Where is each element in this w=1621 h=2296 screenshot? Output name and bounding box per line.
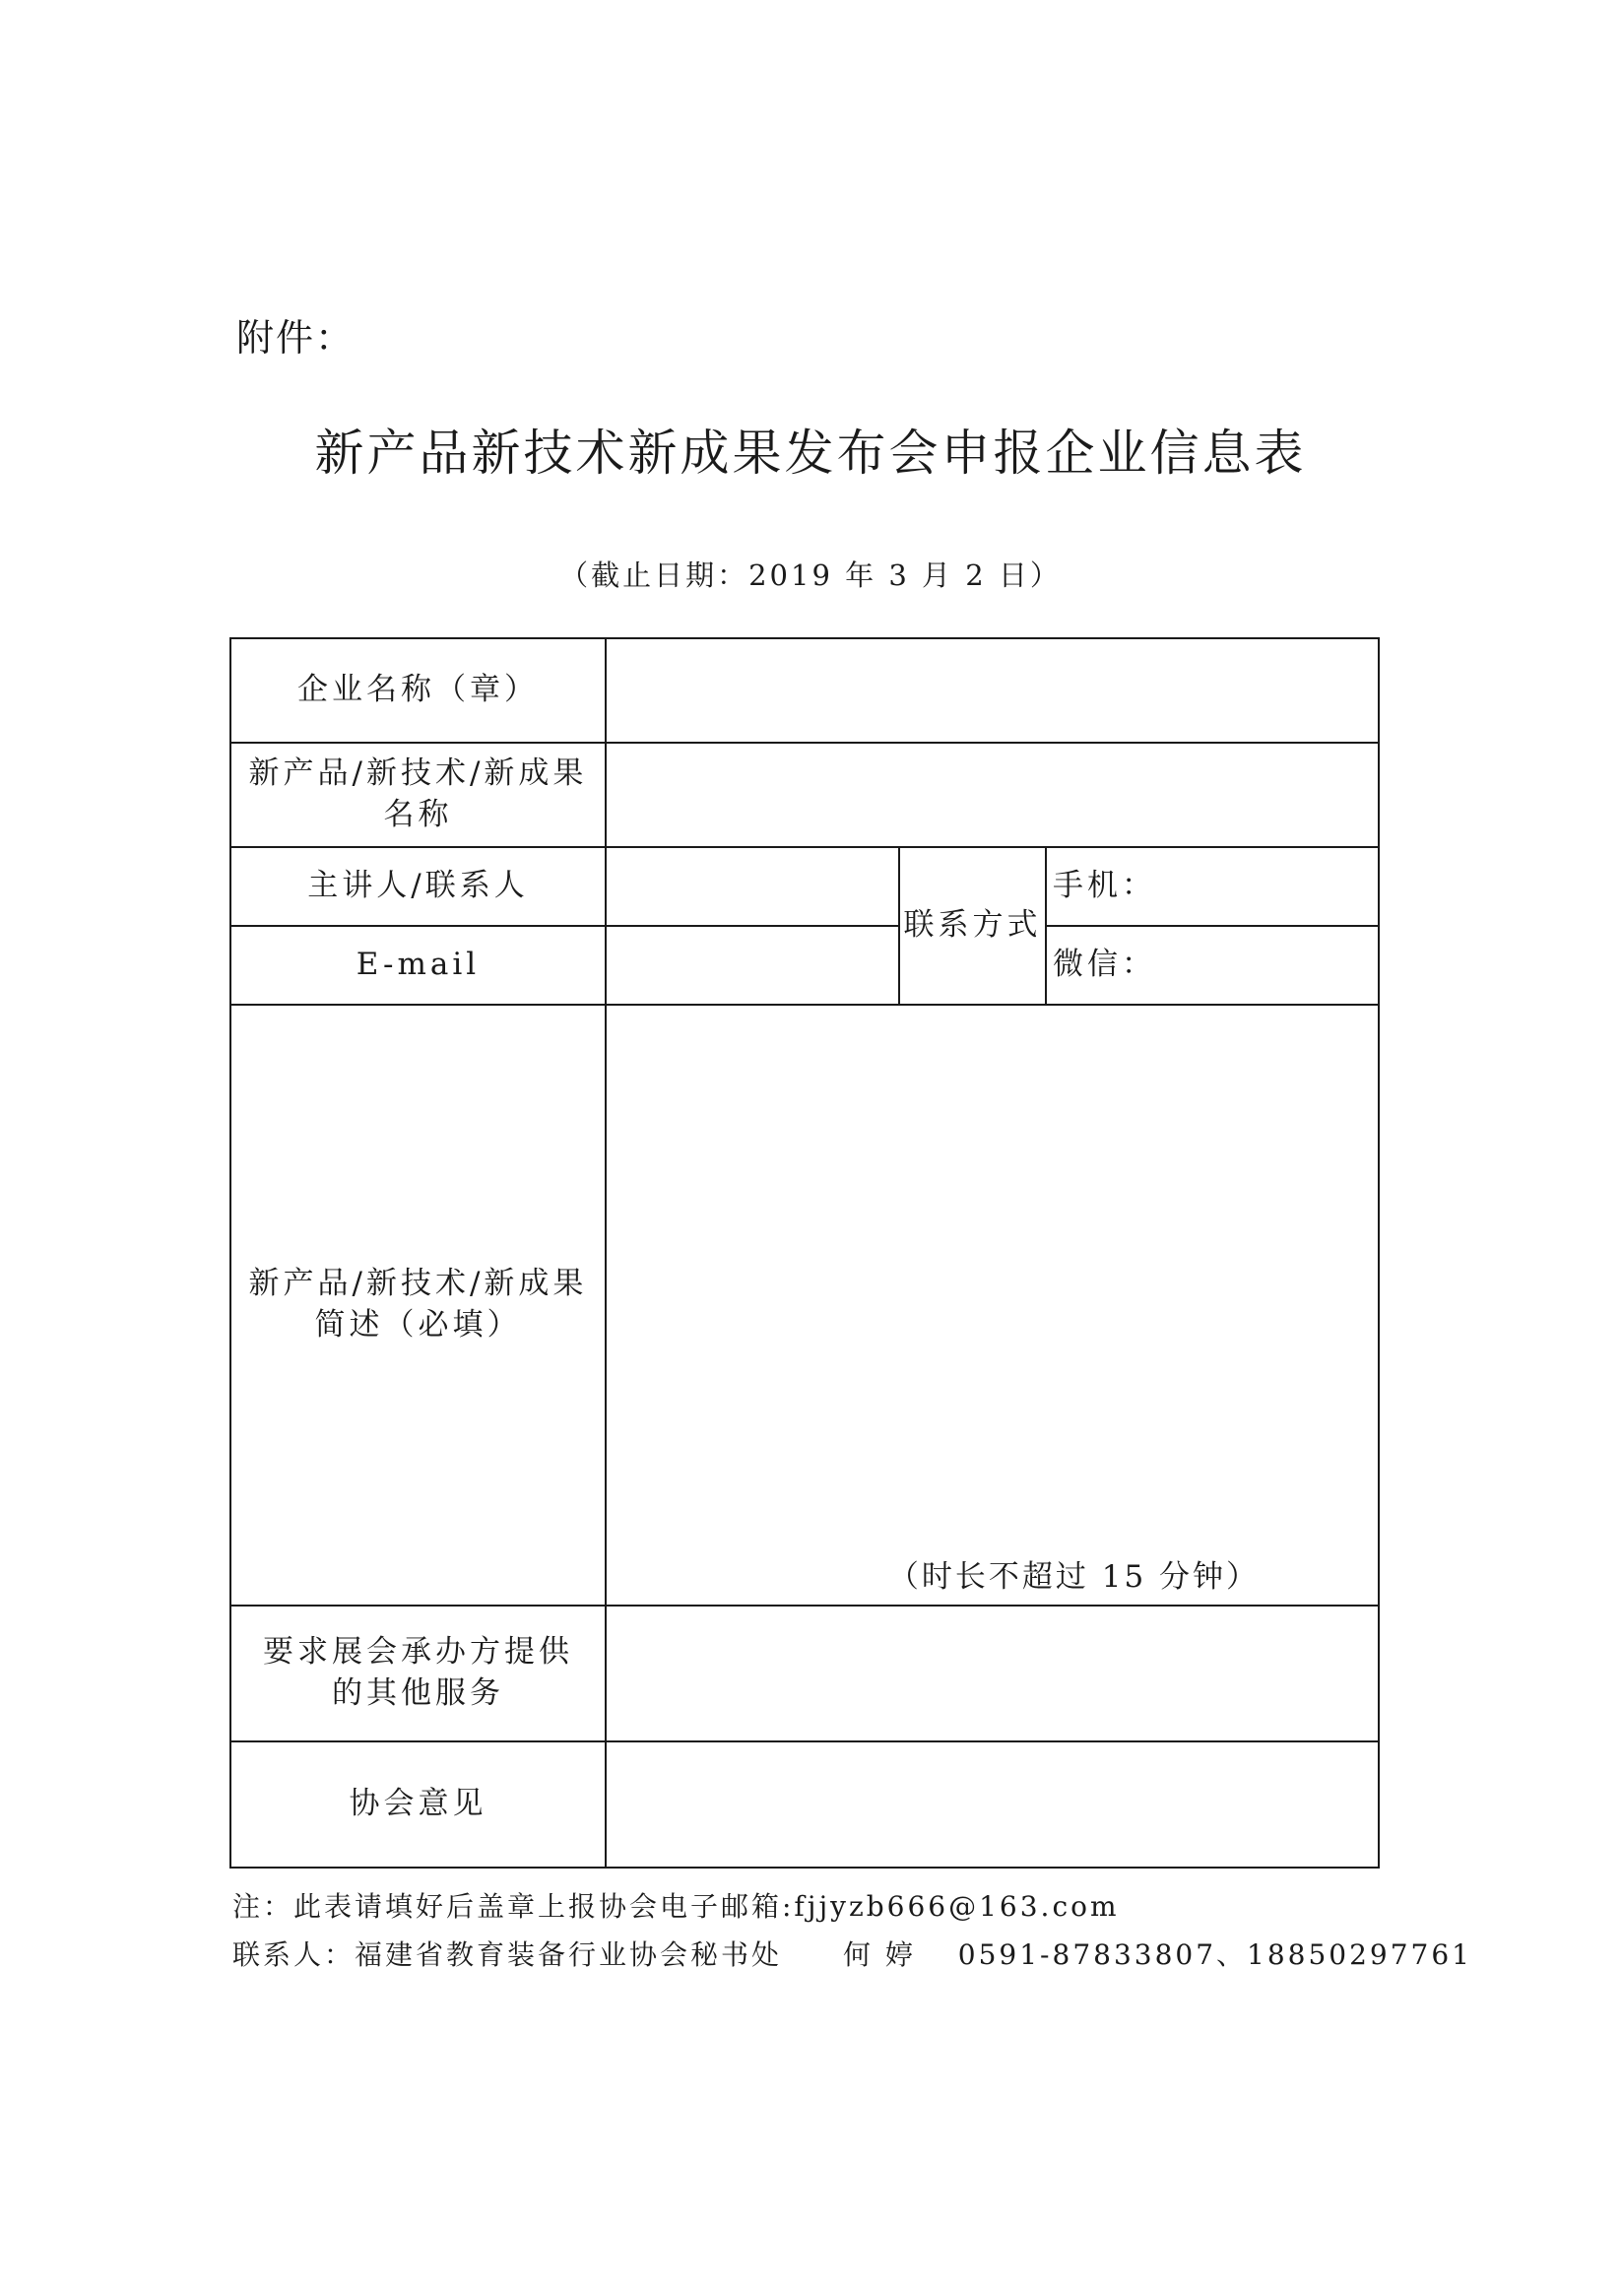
contact-method-label-text: 联系方式 [903,907,1042,944]
speaker-label [230,847,606,926]
wechat-field[interactable] [1046,926,1379,1005]
product-name-label-line1: 新产品/新技术/新成果 [248,755,588,792]
deadline-note: （截止日期：2019 年 3 月 2 日） [559,558,1062,592]
description-label-line2: 简述（必填） [314,1307,522,1343]
attachment-label: 附件： [236,316,356,360]
mobile-label: 手机： [1053,868,1156,904]
services-field[interactable] [606,1606,1379,1741]
speaker-field[interactable] [606,847,899,926]
email-label [230,926,606,1005]
email-label-text: E-mail [356,947,481,983]
table-row [230,1741,1379,1868]
duration-note: （时长不超过 15 分钟） [887,1559,1261,1595]
speaker-label-text: 主讲人/联系人 [307,868,529,904]
table-row [230,1005,1379,1606]
description-label [230,1005,606,1606]
association-opinion-label [230,1741,606,1868]
table-row [230,926,1379,1005]
table-row [230,638,1379,743]
description-field[interactable] [606,1005,1379,1606]
table-row [230,743,1379,847]
product-name-field[interactable] [606,743,1379,847]
association-opinion-field[interactable] [606,1741,1379,1868]
footer-contact: 联系人：福建省教育装备行业协会秘书处 何 婷 0591-87833807、18850297761 [232,1938,1472,1971]
product-name-label [230,743,606,847]
company-name-field[interactable] [606,638,1379,743]
table-row [230,1606,1379,1741]
product-name-label-line2: 名称 [383,797,453,832]
services-label-line1: 要求展会承办方提供 [263,1634,573,1671]
footer-note: 注：此表请填好后盖章上报协会电子邮箱:fjjyzb666@163.com [232,1890,1120,1923]
email-field[interactable] [606,926,899,1005]
wechat-label: 微信： [1053,947,1156,983]
table-row [230,847,1379,926]
contact-method-label [899,847,1046,1005]
enterprise-info-form [229,637,1380,1869]
association-opinion-label-text: 协会意见 [349,1786,487,1822]
services-label-line2: 的其他服务 [332,1675,504,1711]
company-name-label [230,638,606,743]
mobile-field[interactable] [1046,847,1379,926]
services-label [230,1606,606,1741]
company-name-label-text: 企业名称（章） [297,672,539,708]
description-label-line1: 新产品/新技术/新成果 [248,1266,588,1302]
page-title: 新产品新技术新成果发布会申报企业信息表 [314,425,1307,482]
